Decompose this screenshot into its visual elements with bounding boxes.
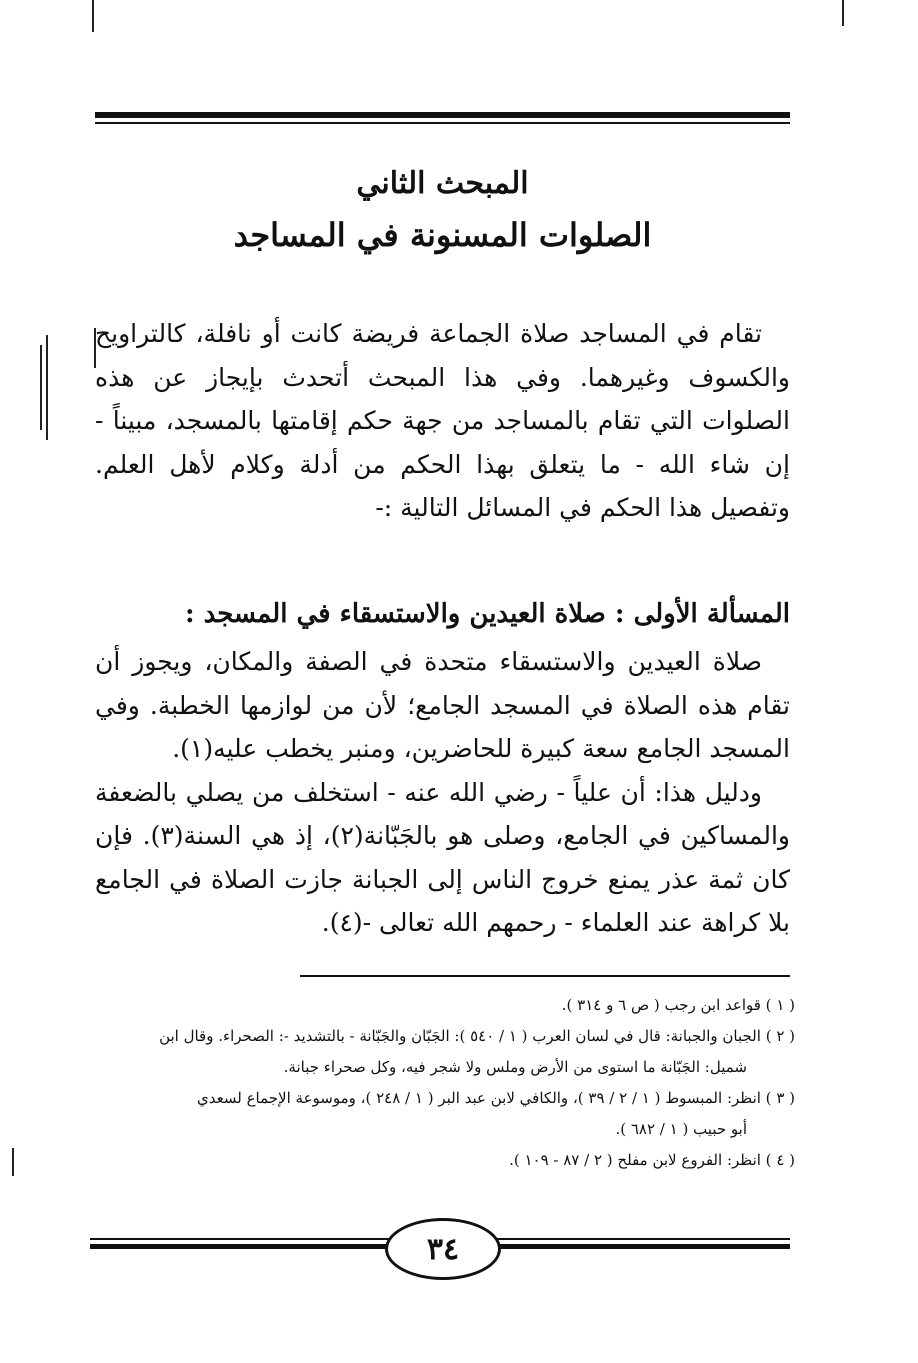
page-number: ٣٤ [426, 1231, 460, 1267]
footnote-separator [300, 975, 790, 977]
section-label: المبحث الثاني [356, 166, 529, 201]
intro-paragraph-block [95, 312, 790, 530]
issue-paragraph-1: صلاة العيدين والاستسقاء متحدة في الصفة والمكان، ويجوز أن تقام هذه الصلاة في المسجد الجامع؛ لأن من لوازمها الخطبة. وفي المسجد الجامع سعة كبيرة للحاضرين، ومنبر يخطب عليه(١). [95, 647, 790, 763]
scan-artifact-right [842, 0, 844, 26]
footnote-2-continued: شميل: الجَبّانة ما استوى من الأرض وملس ولا شجر فيه، وكل صحراء جبانة. [283, 1058, 747, 1076]
issue-body-block [95, 640, 790, 945]
footnotes [95, 990, 795, 1176]
footnote-3-continued: أبو حبيب ( ١ / ٦٨٢ ). [615, 1120, 747, 1138]
header-rule-thick [95, 112, 790, 118]
footnote-4: ( ٤ ) انظر: الفروع لابن مفلح ( ٢ / ٨٧ - ١٠٩ ). [509, 1151, 795, 1169]
scan-artifact-margin-left-2 [46, 335, 48, 440]
scan-artifact-top [92, 0, 94, 32]
footnote-1: ( ١ ) قواعد ابن رجب ( ص ٦ و ٣١٤ ). [561, 996, 795, 1014]
page-number-badge [385, 1218, 501, 1280]
footnote-2: ( ٢ ) الجبان والجبانة: قال في لسان العرب ( ١ / ٥٤٠ ): الجَبّان والجَبّانة - بالتشديد -: الصحراء. وقال ابن [159, 1027, 795, 1045]
scan-artifact-margin-left-1 [40, 345, 42, 430]
scan-artifact-margin-left-4 [12, 1148, 14, 1176]
issue-paragraph-2: ودليل هذا: أن علياً - رضي الله عنه - استخلف من يصلي بالضعفة والمساكين في الجامع، وصلى هو بالجَبّانة(٢)، إذ هي السنة(٣). فإن كان ثمة عذر يمنع خروج الناس إلى الجبانة جازت الصلاة في الجامع بلا كراهة عند العلماء - رحمهم الله تعالى -(٤). [95, 777, 791, 937]
header-rule-thin [95, 122, 790, 124]
footnote-3: ( ٣ ) انظر: المبسوط ( ١ / ٢ / ٣٩ )، والكافي لابن عبد البر ( ١ / ٢٤٨ )، وموسوعة الإجماع لسعدي [197, 1089, 795, 1107]
section-title: الصلوات المسنونة في المساجد [233, 216, 652, 254]
intro-paragraph: تقام في المساجد صلاة الجماعة فريضة كانت أو نافلة، كالتراويح والكسوف وغيرهما. وفي هذا المبحث أتحدث بإيجاز عن هذه الصلوات التي تقام بالمساجد من جهة حكم إقامتها بالمسجد، مبيناً - إن شاء الله - ما يتعلق بهذا الحكم من أدلة وكلام لأهل العلم. وتفصيل هذا الحكم في المسائل التالية :- [95, 319, 790, 522]
issue-heading: المسألة الأولى : صلاة العيدين والاستسقاء في المسجد : [184, 599, 790, 629]
